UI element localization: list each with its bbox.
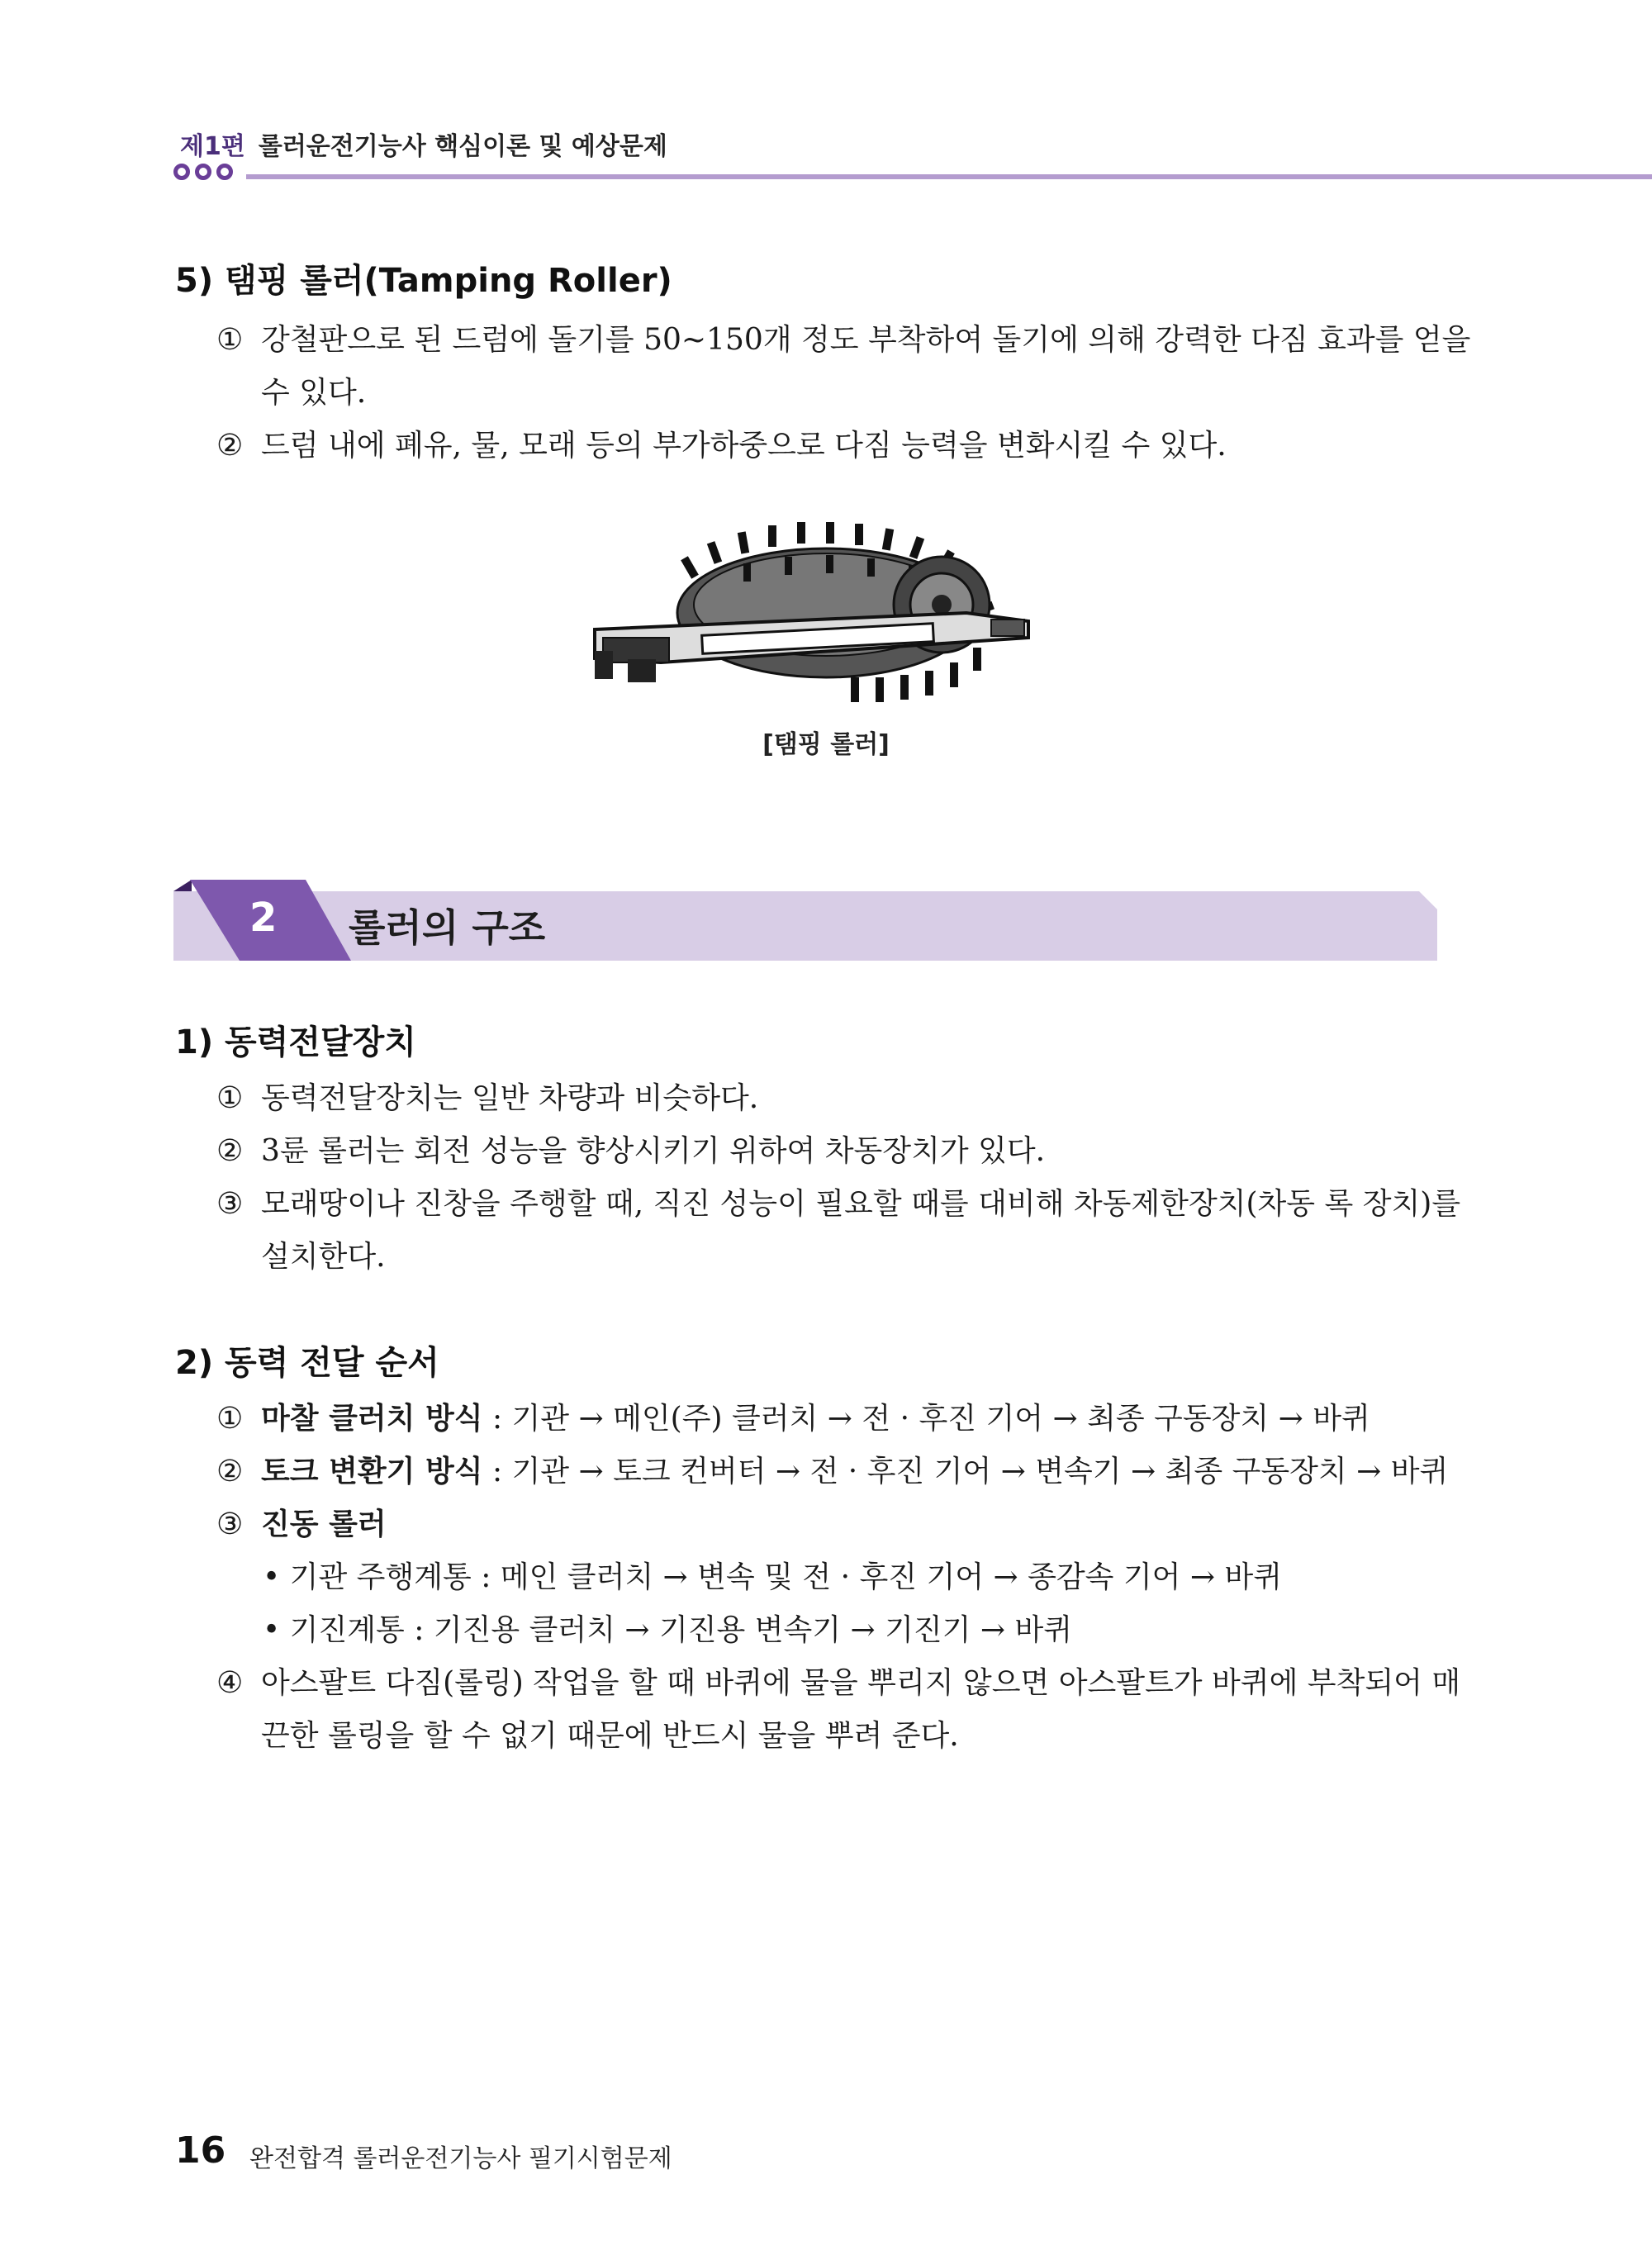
list-item	[216, 1657, 1460, 1710]
item-number: ②	[216, 1455, 244, 1488]
item-number: ③	[216, 1187, 244, 1221]
item-number: ③	[216, 1507, 244, 1541]
item-number: ①	[216, 1402, 244, 1436]
part-label: 제1편	[180, 132, 245, 161]
list-item	[216, 1072, 758, 1125]
item-continuation: 수 있다.	[261, 376, 367, 410]
list-item	[216, 1498, 387, 1551]
item-label: 토크 변환기 방식	[261, 1455, 483, 1488]
subheading-tamping-roller: 5) 탬핑 롤러(Tamping Roller)	[175, 262, 672, 300]
running-header	[180, 126, 667, 162]
item-text: : 기관 → 토크 컨버터 → 전 · 후진 기어 → 변속기 → 최종 구동장치 → 바퀴	[482, 1455, 1449, 1488]
header-dots-decoration	[173, 164, 233, 180]
item-text: 드럼 내에 폐유, 물, 모래 등의 부가하중으로 다짐 능력을 변화시킬 수 있다.	[261, 429, 1227, 463]
list-item	[216, 1446, 1448, 1498]
item-continuation: 설치한다.	[261, 1240, 386, 1274]
item-number: ①	[216, 1081, 244, 1115]
item-number: ①	[216, 323, 244, 357]
item-label: 마찰 클러치 방식	[261, 1402, 483, 1436]
subheading-power-order: 2) 동력 전달 순서	[175, 1344, 439, 1382]
header-rule	[246, 174, 1652, 179]
item-text: 강철판으로 된 드럼에 돌기를 50~150개 정도 부착하여 돌기에 의해 강력한 다짐 효과를 얻을	[261, 323, 1471, 357]
item-text: : 기관 → 메인(주) 클러치 → 전 · 후진 기어 → 최종 구동장치 → 바퀴	[482, 1402, 1370, 1436]
section-banner-corner	[173, 880, 192, 891]
list-item	[216, 1125, 1045, 1178]
list-item	[216, 1178, 1460, 1231]
figure-caption: [탬핑 롤러]	[762, 730, 890, 759]
footer-book-title: 완전합격 롤러운전기능사 필기시험문제	[249, 2144, 672, 2173]
item-text: 아스팔트 다짐(롤링) 작업을 할 때 바퀴에 물을 뿌리지 않으면 아스팔트가 바퀴에 부착되어 매	[261, 1666, 1461, 1700]
item-number: ④	[216, 1666, 244, 1700]
subheading-power-device: 1) 동력전달장치	[175, 1023, 416, 1061]
page-number: 16	[175, 2129, 226, 2172]
section-number: 2	[249, 895, 278, 941]
list-item	[216, 1393, 1370, 1446]
book-part-title: 롤러운전기능사 핵심이론 및 예상문제	[258, 132, 667, 161]
list-item	[216, 420, 1227, 472]
item-text: 3륜 롤러는 회전 성능을 향상시키기 위하여 차동장치가 있다.	[261, 1134, 1046, 1168]
item-number: ②	[216, 429, 244, 463]
item-number: ②	[216, 1134, 244, 1168]
tamping-roller-illustration	[578, 506, 1041, 722]
bullet-item: • 기관 주행계통 : 메인 클러치 → 변속 및 전 · 후진 기어 → 종감속 기어 → 바퀴	[263, 1560, 1283, 1594]
section-banner	[173, 880, 1437, 961]
bullet-item: • 기진계통 : 기진용 클러치 → 기진용 변속기 → 기진기 → 바퀴	[263, 1613, 1073, 1647]
item-text: 모래땅이나 진창을 주행할 때, 직진 성능이 필요할 때를 대비해 차동제한장치(차동 록 장치)를	[261, 1187, 1461, 1221]
list-item	[216, 314, 1470, 367]
section-title: 롤러의 구조	[349, 905, 546, 950]
item-label: 진동 롤러	[261, 1507, 387, 1541]
item-continuation: 끈한 롤링을 할 수 없기 때문에 반드시 물을 뿌려 준다.	[261, 1719, 959, 1753]
item-text: 동력전달장치는 일반 차량과 비슷하다.	[261, 1081, 759, 1115]
